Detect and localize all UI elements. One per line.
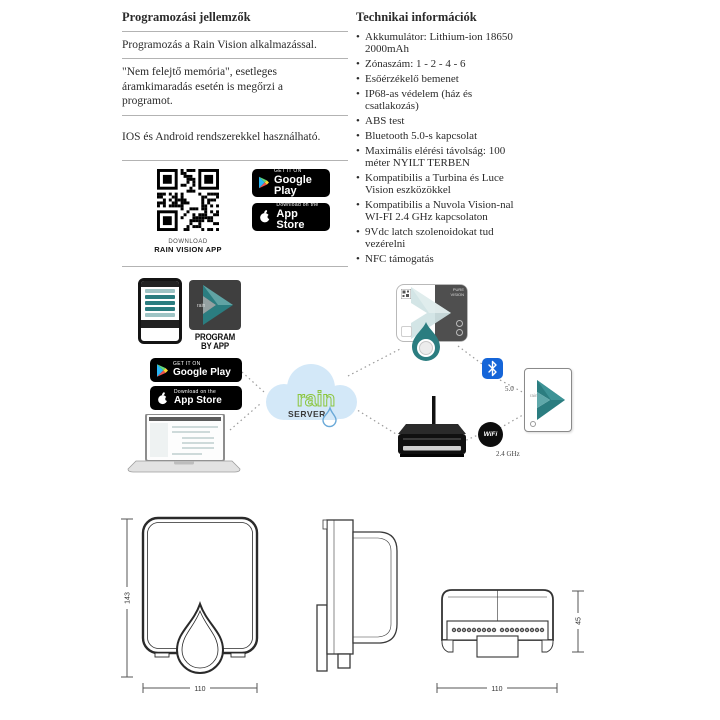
badge-store-name: App Store <box>174 395 222 406</box>
spec-item: • NFC támogatás <box>356 253 517 265</box>
receiver-card <box>524 368 572 432</box>
spec-list <box>356 31 594 265</box>
device-dial-icon <box>456 329 463 336</box>
spec-item: • Maximális elérési távolság: 100 méter NYILT TERBEN <box>356 145 517 170</box>
controller-device <box>396 284 468 342</box>
wifi-text: WiFi <box>483 431 498 438</box>
apple-icon <box>157 391 169 406</box>
device-qr-icon <box>401 289 411 299</box>
cloud-icon <box>254 356 366 434</box>
card-dot-icon <box>530 421 536 427</box>
phone-screen-row <box>145 295 175 299</box>
front-height-dimension: 143 <box>124 592 132 604</box>
spec-item: • ABS test <box>356 115 517 127</box>
spec-item: • 9Vdc latch szolenoidokat tud vezérelni <box>356 226 517 251</box>
program-label-line: BY APP <box>201 341 229 352</box>
badge-tagline: GET IT ON <box>274 167 302 174</box>
app-store-badge <box>150 386 242 410</box>
spec-item: • Kompatibilis a Turbina és Luce Vision eszközökkel <box>356 172 517 197</box>
rear-height-dimension: 45 <box>575 617 583 625</box>
qr-caption: DOWNLOAD <box>168 238 208 245</box>
apple-icon <box>259 208 271 225</box>
chevron-logo-icon <box>189 280 241 330</box>
spec-item: • IP68-as védelem (ház és csatlakozás) <box>356 88 517 113</box>
device-dial-icon <box>456 320 463 327</box>
badge-tagline: GET IT ON <box>173 361 201 367</box>
rain-server-cloud <box>254 356 366 439</box>
cloud-brand-text: rain <box>296 388 336 411</box>
dimension-drawings <box>110 505 610 710</box>
device-model-label: PURE VISION <box>450 287 464 297</box>
divider <box>122 31 348 32</box>
technical-info-section <box>356 8 594 268</box>
badge-store-name: Google Play <box>274 173 312 197</box>
laptop <box>122 414 246 481</box>
google-play-badge <box>252 169 330 197</box>
qr-code-icon <box>157 169 219 231</box>
bluetooth-version-label: 5.0 <box>505 385 514 393</box>
qr-caption: RAIN VISION APP <box>154 244 222 254</box>
wifi-frequency-label: 2.4 GHz <box>496 450 520 458</box>
programming-section <box>122 8 348 273</box>
router-icon <box>392 396 472 462</box>
bluetooth-icon <box>482 358 503 379</box>
badge-store-name: Google Play <box>173 367 231 378</box>
front-view-drawing <box>143 518 257 673</box>
app-store-badge <box>252 203 330 231</box>
divider <box>122 160 348 161</box>
bluetooth-block <box>482 358 503 384</box>
connectivity-diagram <box>110 272 600 487</box>
paragraph: IOS és Android rendszerekkel használható. <box>122 130 321 143</box>
google-play-icon <box>157 364 168 377</box>
wifi-router <box>392 396 472 467</box>
spec-item: • Esőérzékelő bemenet <box>356 73 517 85</box>
phone-screen-row <box>145 307 175 311</box>
badge-store-name: App Store <box>276 207 305 231</box>
google-play-badge <box>150 358 242 382</box>
divider <box>122 58 348 59</box>
laptop-icon <box>122 414 246 476</box>
spec-item: • Kompatibilis a Nuvola Vision-nal WI-FI 2.4 GHz kapcsolaton <box>356 199 525 224</box>
divider <box>122 266 348 267</box>
technical-drawings <box>110 505 610 710</box>
spec-item: • Akkumulátor: Lithium-ion 18650 2000mAh <box>356 31 517 56</box>
phone-screen-row <box>145 313 175 317</box>
app-logo-card <box>189 280 241 330</box>
program-by-app-label <box>186 333 244 352</box>
qr-block <box>140 169 236 254</box>
phone-footer <box>141 320 179 328</box>
app-download-block <box>122 169 348 254</box>
badge-tagline: Download on the <box>174 389 217 395</box>
phone-screen-row <box>145 289 175 293</box>
rear-view-drawing <box>442 590 553 657</box>
section-heading: Technikai információk <box>356 10 477 24</box>
wifi-icon <box>478 422 503 447</box>
store-badges <box>252 169 330 231</box>
section-heading: Programozási jellemzők <box>122 10 251 24</box>
divider <box>122 115 348 116</box>
card-brand-text: rain <box>530 393 538 398</box>
cloud-server-text: SERVER <box>288 409 326 419</box>
spec-item: • Zónaszám: 1 - 2 - 4 - 6 <box>356 58 517 70</box>
phone-header <box>141 281 179 287</box>
svg-text:rain: rain <box>197 303 206 309</box>
smartphone <box>138 278 182 344</box>
program-label-line: PROGRAM <box>194 332 236 342</box>
front-width-dimension: 110 <box>194 686 206 693</box>
device-drop-ring-icon <box>410 321 442 363</box>
spec-item: • Bluetooth 5.0-s kapcsolat <box>356 130 517 142</box>
paragraph: Programozás a Rain Vision alkalmazással. <box>122 39 317 51</box>
badge-tagline: Download on the <box>276 201 319 208</box>
google-play-icon <box>259 175 269 190</box>
side-view-drawing <box>317 520 397 671</box>
phone-screen-row <box>145 301 175 305</box>
rear-width-dimension: 110 <box>491 686 503 693</box>
paragraph: "Nem felejtő memória", esetleges áramkimaradás esetén is megőrzi a programot. <box>122 66 283 108</box>
